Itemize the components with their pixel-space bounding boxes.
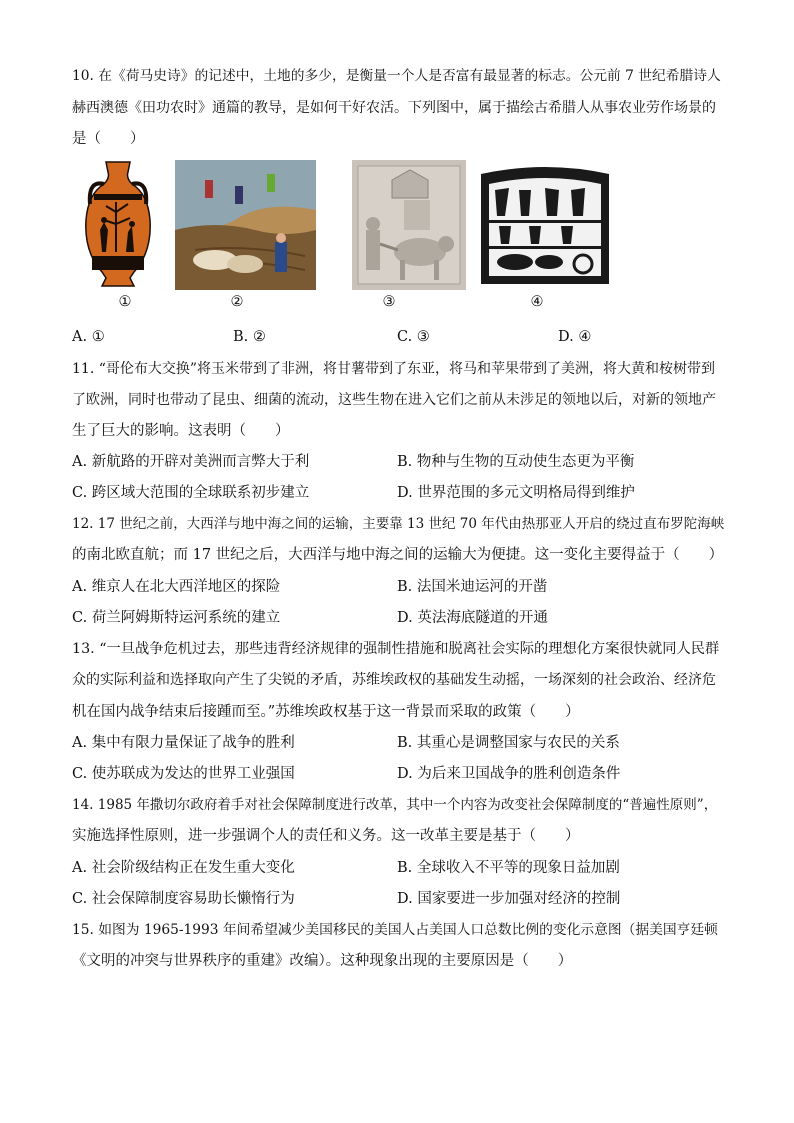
- q11-option-b: B. 物种与生物的互动使生态更为平衡: [397, 454, 635, 470]
- q14-option-d: D. 国家要进一步加强对经济的控制: [397, 891, 621, 907]
- medieval-painting-image: [175, 160, 316, 290]
- q11-line-2: 了欧洲，同时也带动了昆虫、细菌的流动，这些生物在进入它们之前从未涉足的领地以后，对新的领地产: [72, 392, 716, 408]
- q12-option-b: B. 法国米迪运河的开凿: [397, 579, 548, 595]
- q11-line-3: 生了巨大的影响。这表明（ ）: [72, 423, 290, 439]
- q10-line-3: 是（ ）: [72, 131, 145, 147]
- q14-option-c: C. 社会保障制度容易助长懒惰行为: [72, 891, 295, 907]
- q10-option-b: B. ②: [233, 329, 266, 345]
- q10-option-c: C. ③: [397, 329, 430, 345]
- q13-option-a: A. 集中有限力量保证了战争的胜利: [72, 735, 295, 751]
- q13-line-1: 13. “一旦战争危机过去，那些违背经济规律的强制性措施和脱离社会实际的理想化方案很快就同人民群: [72, 641, 720, 657]
- q10-option-d: D. ④: [558, 329, 592, 345]
- relief-carving-image: [352, 160, 466, 290]
- q12-option-c: C. 荷兰阿姆斯特运河系统的建立: [72, 610, 281, 626]
- q10-line-2: 赫西澳德《田功农时》通篇的教导，是如何干好农活。下列图中，属于描绘古希腊人从事农业劳作场景的: [72, 100, 716, 116]
- q11-option-c: C. 跨区域大范围的全球联系初步建立: [72, 485, 310, 501]
- q15-line-2: 《文明的冲突与世界秩序的重建》改编）。这种现象出现的主要原因是（ ）: [72, 953, 573, 969]
- vase-image: [76, 160, 160, 290]
- caption-3: ③: [382, 294, 396, 310]
- q11-option-a: A. 新航路的开辟对美洲而言弊大于利: [72, 454, 310, 470]
- q12-line-1: 12. 17 世纪之前，大西洋与地中海之间的运输，主要靠 13 世纪 70 年代由热那亚人开启的绕过直布罗陀海峡: [72, 516, 725, 532]
- caption-1: ①: [118, 294, 132, 310]
- q12-line-2: 的南北欧直航；而 17 世纪之后，大西洋与地中海之间的运输大为便捷。这一变化主要得益于（ ）: [72, 547, 724, 563]
- q13-option-b: B. 其重心是调整国家与农民的关系: [397, 735, 620, 751]
- q15-line-1: 15. 如图为 1965-1993 年间希望减少美国移民的美国人占美国人口总数比例的变化示意图（据美国亨廷顿: [72, 922, 718, 938]
- q13-option-c: C. 使苏联成为发达的世界工业强国: [72, 766, 295, 782]
- q14-option-b: B. 全球收入不平等的现象日益加剧: [397, 860, 620, 876]
- q10-option-a: A. ①: [72, 329, 105, 345]
- caption-4: ④: [530, 294, 544, 310]
- q14-option-a: A. 社会阶级结构正在发生重大变化: [72, 860, 295, 876]
- q11-line-1: 11. “哥伦布大交换”将玉米带到了非洲，将甘薯带到了东亚，将马和苹果带到了美洲，将大黄和桉树带到: [72, 361, 716, 377]
- q11-option-d: D. 世界范围的多元文明格局得到维护: [397, 485, 635, 501]
- q14-line-1: 14. 1985 年撒切尔政府着手对社会保障制度进行改革，其中一个内容为改变社会保障制度的“普遍性原则”，: [72, 797, 718, 813]
- q14-line-2: 实施选择性原则，进一步强调个人的责任和义务。这一改革主要是基于（ ）: [72, 828, 580, 844]
- caption-2: ②: [230, 294, 244, 310]
- q13-option-d: D. 为后来卫国战争的胜利创造条件: [397, 766, 621, 782]
- stone-rubbing-image: [475, 160, 615, 290]
- q13-line-3: 机在国内战争结束后接踵而至。”苏维埃政权基于这一背景而采取的政策（ ）: [72, 704, 580, 720]
- q10-line-1: 10. 在《荷马史诗》的记述中，土地的多少，是衡量一个人是否富有最显著的标志。公元前 7 世纪希腊诗人: [72, 68, 721, 84]
- q13-line-2: 众的实际利益和选择取向产生了尖锐的矛盾，苏维埃政权的基础发生动摇，一场深刻的社会政治、经济危: [72, 672, 716, 688]
- q12-option-a: A. 维京人在北大西洋地区的探险: [72, 579, 281, 595]
- q12-option-d: D. 英法海底隧道的开通: [397, 610, 548, 626]
